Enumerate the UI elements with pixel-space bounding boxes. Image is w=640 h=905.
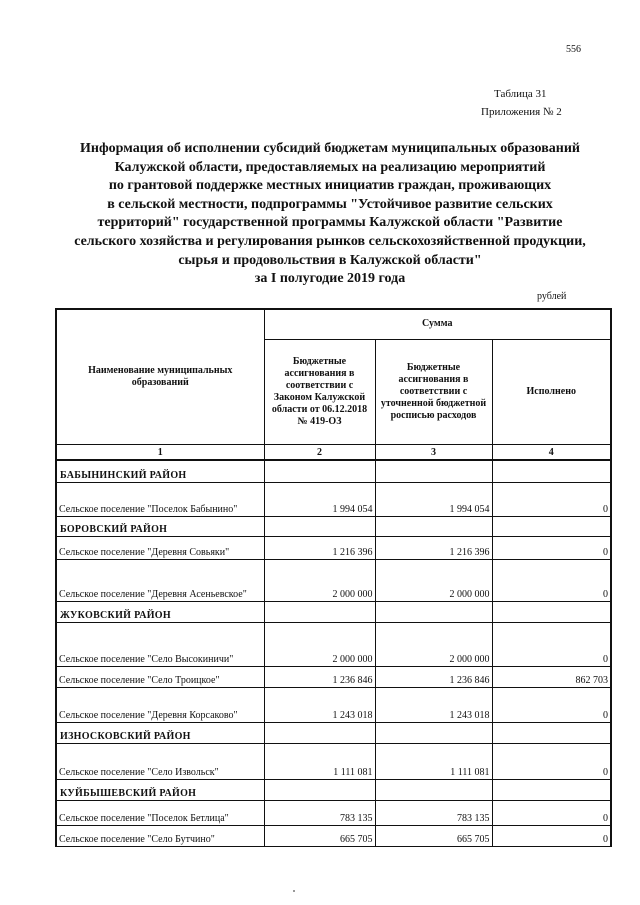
budget-revised-value: 1 236 846 (375, 666, 492, 687)
table-number: Таблица 31 (494, 88, 547, 100)
page-number: 556 (566, 44, 581, 55)
budget-revised-value: 1 243 018 (375, 687, 492, 722)
settlement-name: Сельское поселение "Деревня Асеньевское" (56, 559, 264, 601)
empty-cell (492, 601, 611, 622)
budget-revised-value: 783 135 (375, 800, 492, 825)
budget-revised-value: 1 994 054 (375, 482, 492, 516)
empty-cell (264, 779, 375, 800)
table-row (56, 536, 611, 559)
budget-law-value: 1 994 054 (264, 482, 375, 516)
scan-mark (293, 890, 295, 892)
title-line: сырья и продовольствия в Калужской области" (178, 252, 482, 268)
district-name: БАБЫНИНСКИЙ РАЙОН (56, 460, 264, 482)
executed-value: 0 (492, 622, 611, 666)
empty-cell (375, 779, 492, 800)
executed-value: 0 (492, 743, 611, 779)
budget-revised-value: 2 000 000 (375, 622, 492, 666)
header-name-column: Наименование муниципальных образований (56, 309, 264, 444)
column-number: 1 (56, 444, 264, 460)
budget-revised-value: 1 111 081 (375, 743, 492, 779)
empty-cell (264, 601, 375, 622)
executed-value: 0 (492, 800, 611, 825)
empty-cell (375, 601, 492, 622)
column-number: 2 (264, 444, 375, 460)
settlement-name: Сельское поселение "Поселок Бетлица" (56, 800, 264, 825)
empty-cell (264, 516, 375, 536)
table-row (56, 743, 611, 779)
empty-cell (492, 722, 611, 743)
empty-cell (492, 779, 611, 800)
empty-cell (375, 516, 492, 536)
district-name: КУЙБЫШЕВСКИЙ РАЙОН (56, 779, 264, 800)
executed-value: 862 703 (492, 666, 611, 687)
column-number-row (56, 444, 611, 460)
empty-cell (492, 516, 611, 536)
header-col2: Бюджетные ассигнования в соответствии с Законом Калужской области от 06.12.2018 № 419-ОЗ (264, 339, 375, 444)
budget-law-value: 1 111 081 (264, 743, 375, 779)
empty-cell (492, 460, 611, 482)
budget-revised-value: 665 705 (375, 825, 492, 846)
district-row (56, 516, 611, 536)
settlement-name: Сельское поселение "Село Высокиничи" (56, 622, 264, 666)
table-row (56, 687, 611, 722)
district-row (56, 601, 611, 622)
district-row (56, 779, 611, 800)
budget-law-value: 2 000 000 (264, 559, 375, 601)
header-col4: Исполнено (492, 339, 611, 444)
district-row (56, 460, 611, 482)
budget-law-value: 665 705 (264, 825, 375, 846)
table-row (56, 622, 611, 666)
settlement-name: Сельское поселение "Поселок Бабынино" (56, 482, 264, 516)
subsidy-table (55, 308, 612, 847)
table-row (56, 825, 611, 846)
empty-cell (264, 460, 375, 482)
empty-cell (375, 460, 492, 482)
table-row (56, 559, 611, 601)
executed-value: 0 (492, 825, 611, 846)
title-line: в сельской местности, подпрограммы "Устойчивое развитие сельских (107, 196, 553, 212)
title-line: Калужской области, предоставляемых на реализацию мероприятий (114, 159, 546, 175)
district-name: БОРОВСКИЙ РАЙОН (56, 516, 264, 536)
table-row (56, 800, 611, 825)
table-row (56, 482, 611, 516)
header-col3: Бюджетные ассигнования в соответствии с уточненной бюджетной росписью расходов (375, 339, 492, 444)
district-name: ИЗНОСКОВСКИЙ РАЙОН (56, 722, 264, 743)
executed-value: 0 (492, 687, 611, 722)
header-row (56, 309, 611, 339)
unit-label: рублей (537, 291, 567, 302)
column-number: 3 (375, 444, 492, 460)
title-line: территорий" государственной программы Калужской области "Развитие (97, 215, 563, 231)
empty-cell (375, 722, 492, 743)
title-line: за I полугодие 2019 года (254, 271, 406, 287)
executed-value: 0 (492, 536, 611, 559)
settlement-name: Сельское поселение "Село Троицкое" (56, 666, 264, 687)
settlement-name: Сельское поселение "Деревня Корсаково" (56, 687, 264, 722)
budget-revised-value: 1 216 396 (375, 536, 492, 559)
budget-law-value: 783 135 (264, 800, 375, 825)
district-name: ЖУКОВСКИЙ РАЙОН (56, 601, 264, 622)
executed-value: 0 (492, 482, 611, 516)
budget-law-value: 1 236 846 (264, 666, 375, 687)
empty-cell (264, 722, 375, 743)
header-sum: Сумма (264, 309, 611, 339)
executed-value: 0 (492, 559, 611, 601)
document-title (40, 140, 620, 289)
settlement-name: Сельское поселение "Деревня Совьяки" (56, 536, 264, 559)
district-row (56, 722, 611, 743)
table-body (56, 309, 611, 846)
budget-law-value: 2 000 000 (264, 622, 375, 666)
settlement-name: Сельское поселение "Село Извольск" (56, 743, 264, 779)
settlement-name: Сельское поселение "Село Бутчино" (56, 825, 264, 846)
table-row (56, 666, 611, 687)
column-number: 4 (492, 444, 611, 460)
budget-law-value: 1 216 396 (264, 536, 375, 559)
title-line: Информация об исполнении субсидий бюджетам муниципальных образований (80, 141, 580, 156)
appendix-label: Приложения № 2 (481, 106, 562, 118)
title-line: сельского хозяйства и регулирования рынков сельскохозяйственной продукции, (74, 233, 586, 249)
title-line: по грантовой поддержке местных инициатив граждан, проживающих (108, 178, 552, 194)
budget-law-value: 1 243 018 (264, 687, 375, 722)
budget-revised-value: 2 000 000 (375, 559, 492, 601)
